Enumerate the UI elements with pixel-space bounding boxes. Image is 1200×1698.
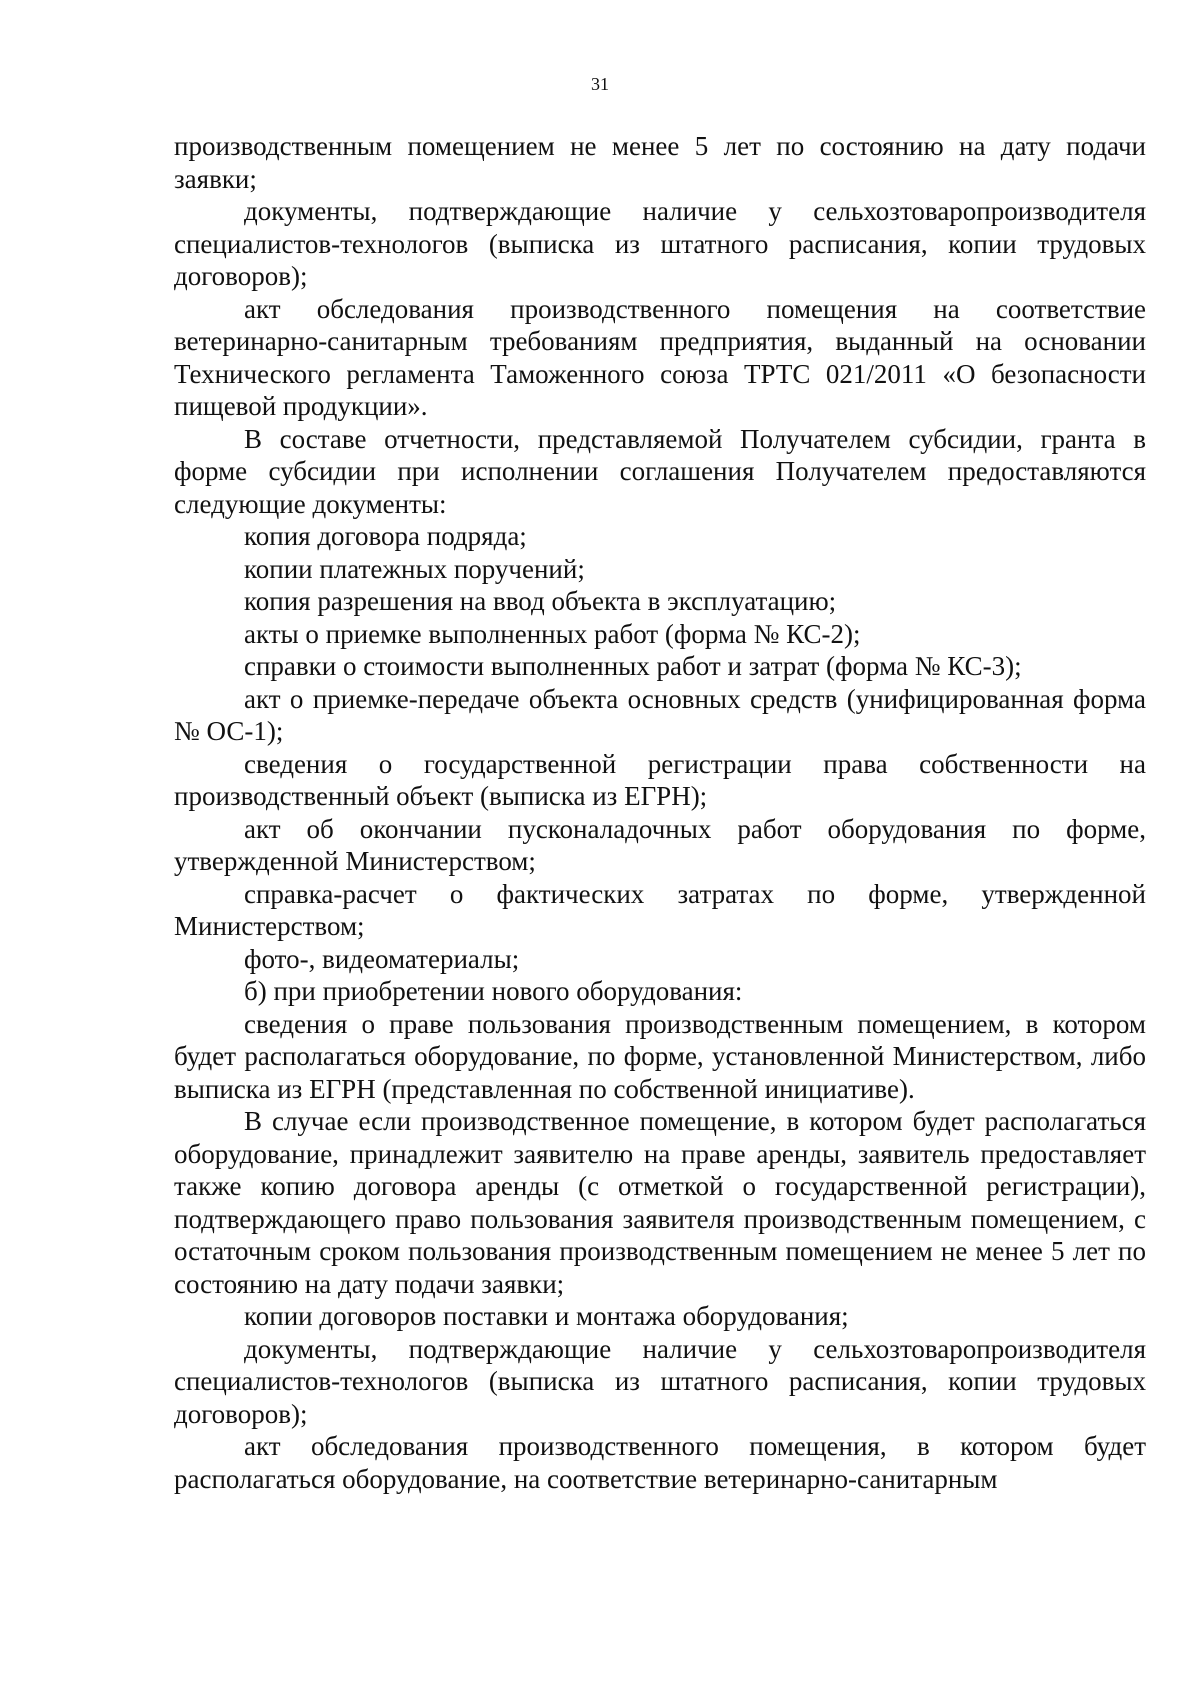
paragraph: В случае если производственное помещение, в котором будет располагаться оборудование, принадлежит заявителю на праве аренды, заявитель предоставляет также копию договора аренды (с отметкой о государственной регистрации), подтверждающего право пользования заявителя производственным помещением, с остаточным сроком пользования производственным помещением не менее 5 лет по состоянию на дату подачи заявки; bbox=[174, 1106, 1146, 1299]
paragraph: акт обследования производственного помещения на соответствие ветеринарно-санитарным требованиям предприятия, выданный на основании Технического регламента Таможенного союза ТРТС 021/2011 «О безопасности пищевой продукции». bbox=[174, 293, 1146, 421]
paragraph: копии платежных поручений; bbox=[244, 553, 585, 584]
paragraph: акты о приемке выполненных работ (форма № КС-2); bbox=[244, 618, 861, 649]
document-body bbox=[174, 130, 1146, 1495]
paragraph: справка-расчет о фактических затратах по форме, утвержденной Министерством; bbox=[174, 878, 1146, 941]
page-number: 31 bbox=[591, 74, 609, 94]
paragraph: копия договора подряда; bbox=[244, 521, 527, 551]
paragraph: производственным помещением не менее 5 лет по состоянию на дату подачи заявки; bbox=[174, 131, 1146, 194]
paragraph: акт об окончании пусконаладочных работ оборудования по форме, утвержденной Министерством; bbox=[174, 813, 1146, 876]
paragraph: акт о приемке-передаче объекта основных средств (унифицированная форма № ОС-1); bbox=[174, 683, 1146, 746]
paragraph: документы, подтверждающие наличие у сельхозтоваропроизводителя специалистов-технологов (выписка из штатного расписания, копии трудовых договоров); bbox=[174, 196, 1146, 291]
paragraph: документы, подтверждающие наличие у сельхозтоваропроизводителя специалистов-технологов (выписка из штатного расписания, копии трудовых договоров); bbox=[174, 1333, 1146, 1429]
paragraph: акт обследования производственного помещения, в котором будет располагаться оборудование, на соответствие ветеринарно-санитарным bbox=[174, 1431, 1146, 1494]
paragraph: копия разрешения на ввод объекта в эксплуатацию; bbox=[244, 586, 837, 616]
paragraph: справки о стоимости выполненных работ и затрат (форма № КС-3); bbox=[244, 651, 1022, 681]
paragraph: б) при приобретении нового оборудования: bbox=[244, 976, 743, 1006]
paragraph: сведения о государственной регистрации права собственности на производственный объект (выписка из ЕГРН); bbox=[174, 748, 1146, 811]
paragraph: сведения о праве пользования производственным помещением, в котором будет располагаться оборудование, по форме, установленной Министерством, либо выписка из ЕГРН (представленная по собственной инициативе). bbox=[174, 1008, 1146, 1104]
paragraph: В составе отчетности, представляемой Получателем субсидии, гранта в форме субсидии при исполнении соглашения Получателем предоставляются следующие документы: bbox=[174, 423, 1146, 519]
paragraph: фото-, видеоматериалы; bbox=[244, 943, 520, 974]
paragraph: копии договоров поставки и монтажа оборудования; bbox=[244, 1301, 849, 1331]
